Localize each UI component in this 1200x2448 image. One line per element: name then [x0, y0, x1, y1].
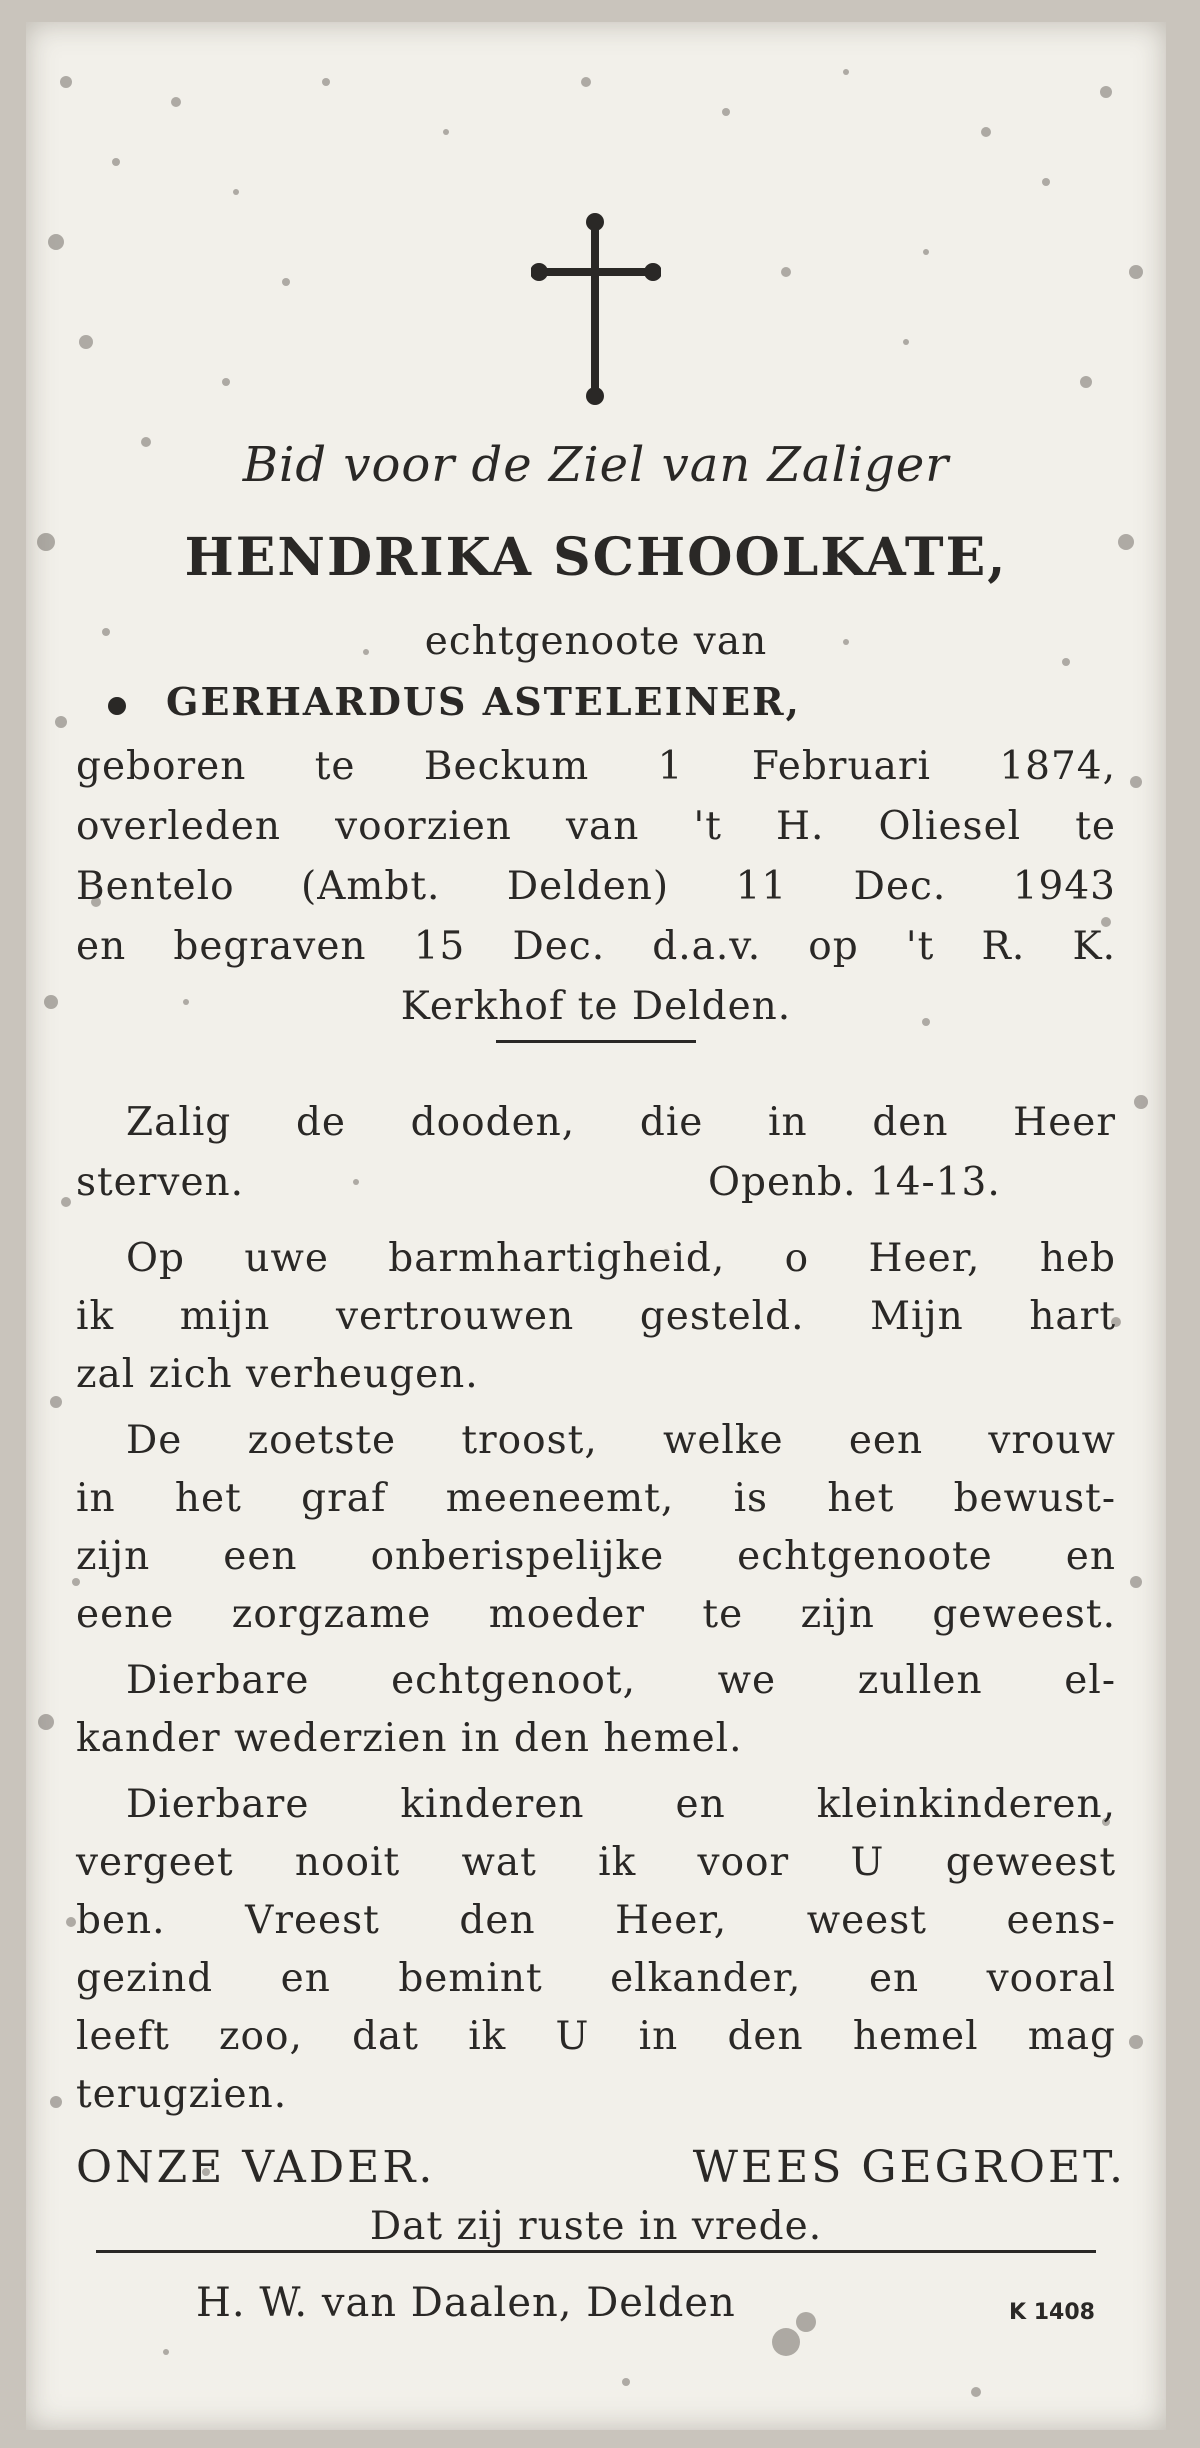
verse-line: ben. Vreest den Heer, weest eens-	[76, 1898, 1116, 1943]
verse-line: gezind en bemint elkander, en vooral	[76, 1956, 1116, 2001]
verse-line: in het graf meeneemt, is het bewust-	[76, 1476, 1116, 1521]
spouse-line	[108, 679, 1108, 724]
catalog-code: K 1408	[1009, 2300, 1095, 2325]
verse-line: eene zorgzame moeder te zijn geweest.	[76, 1592, 1116, 1637]
verse-line: De zoetste troost, welke een vrouw	[126, 1418, 1116, 1463]
verse-line: ik mijn vertrouwen gesteld. Mijn hart	[76, 1294, 1116, 1339]
bio-line: overleden voorzien van 't H. Oliesel te	[76, 804, 1116, 849]
verse-line: Dierbare kinderen en kleinkinderen,	[126, 1782, 1116, 1827]
deceased-name: HENDRIKA SCHOOLKATE,	[184, 527, 1008, 588]
verse-line: terugzien.	[76, 2072, 288, 2117]
cross-icon	[531, 210, 661, 410]
bio-line: Bentelo (Ambt. Delden) 11 Dec. 1943	[76, 864, 1116, 909]
verse-line: zal zich verheugen.	[76, 1352, 479, 1397]
rest-in-peace: Dat zij ruste in vrede.	[369, 2204, 823, 2249]
bio-line: Kerkhof te Delden.	[400, 984, 792, 1029]
prayer-our-father: ONZE VADER.	[76, 2142, 436, 2193]
prayer-hail-mary: WEES GEGROET.	[692, 2142, 1126, 2193]
bullet-icon	[108, 697, 126, 715]
intro-heading: Bid voor de Ziel van Zaliger	[242, 437, 950, 493]
verse-line: Zalig de dooden, die in den Heer	[126, 1100, 1116, 1145]
verse-line: leeft zoo, dat ik U in den hemel mag	[76, 2014, 1116, 2059]
verse-reference: Openb. 14-13.	[708, 1160, 1001, 1205]
verse-line: sterven.	[76, 1160, 245, 1205]
bio-line: geboren te Beckum 1 Februari 1874,	[76, 744, 1116, 789]
divider-long	[96, 2250, 1096, 2253]
prayer-card	[26, 22, 1166, 2430]
verse-line: zijn een onberispelijke echtgenoote en	[76, 1534, 1116, 1579]
verse-line: vergeet nooit wat ik voor U geweest	[76, 1840, 1116, 1885]
spacer	[76, 2182, 1116, 2183]
verse-line: Op uwe barmhartigheid, o Heer, heb	[126, 1236, 1116, 1281]
verse-line: kander wederzien in den hemel.	[76, 1716, 743, 1761]
divider-short	[496, 1040, 696, 1043]
spouse-name: GERHARDUS ASTELEINER,	[166, 679, 801, 724]
verse-line: Dierbare echtgenoot, we zullen el-	[126, 1658, 1116, 1703]
printer-name: H. W. van Daalen, Delden	[196, 2280, 736, 2326]
bio-line: en begraven 15 Dec. d.a.v. op 't R. K.	[76, 924, 1116, 969]
spouse-intro: echtgenoote van	[424, 619, 768, 664]
